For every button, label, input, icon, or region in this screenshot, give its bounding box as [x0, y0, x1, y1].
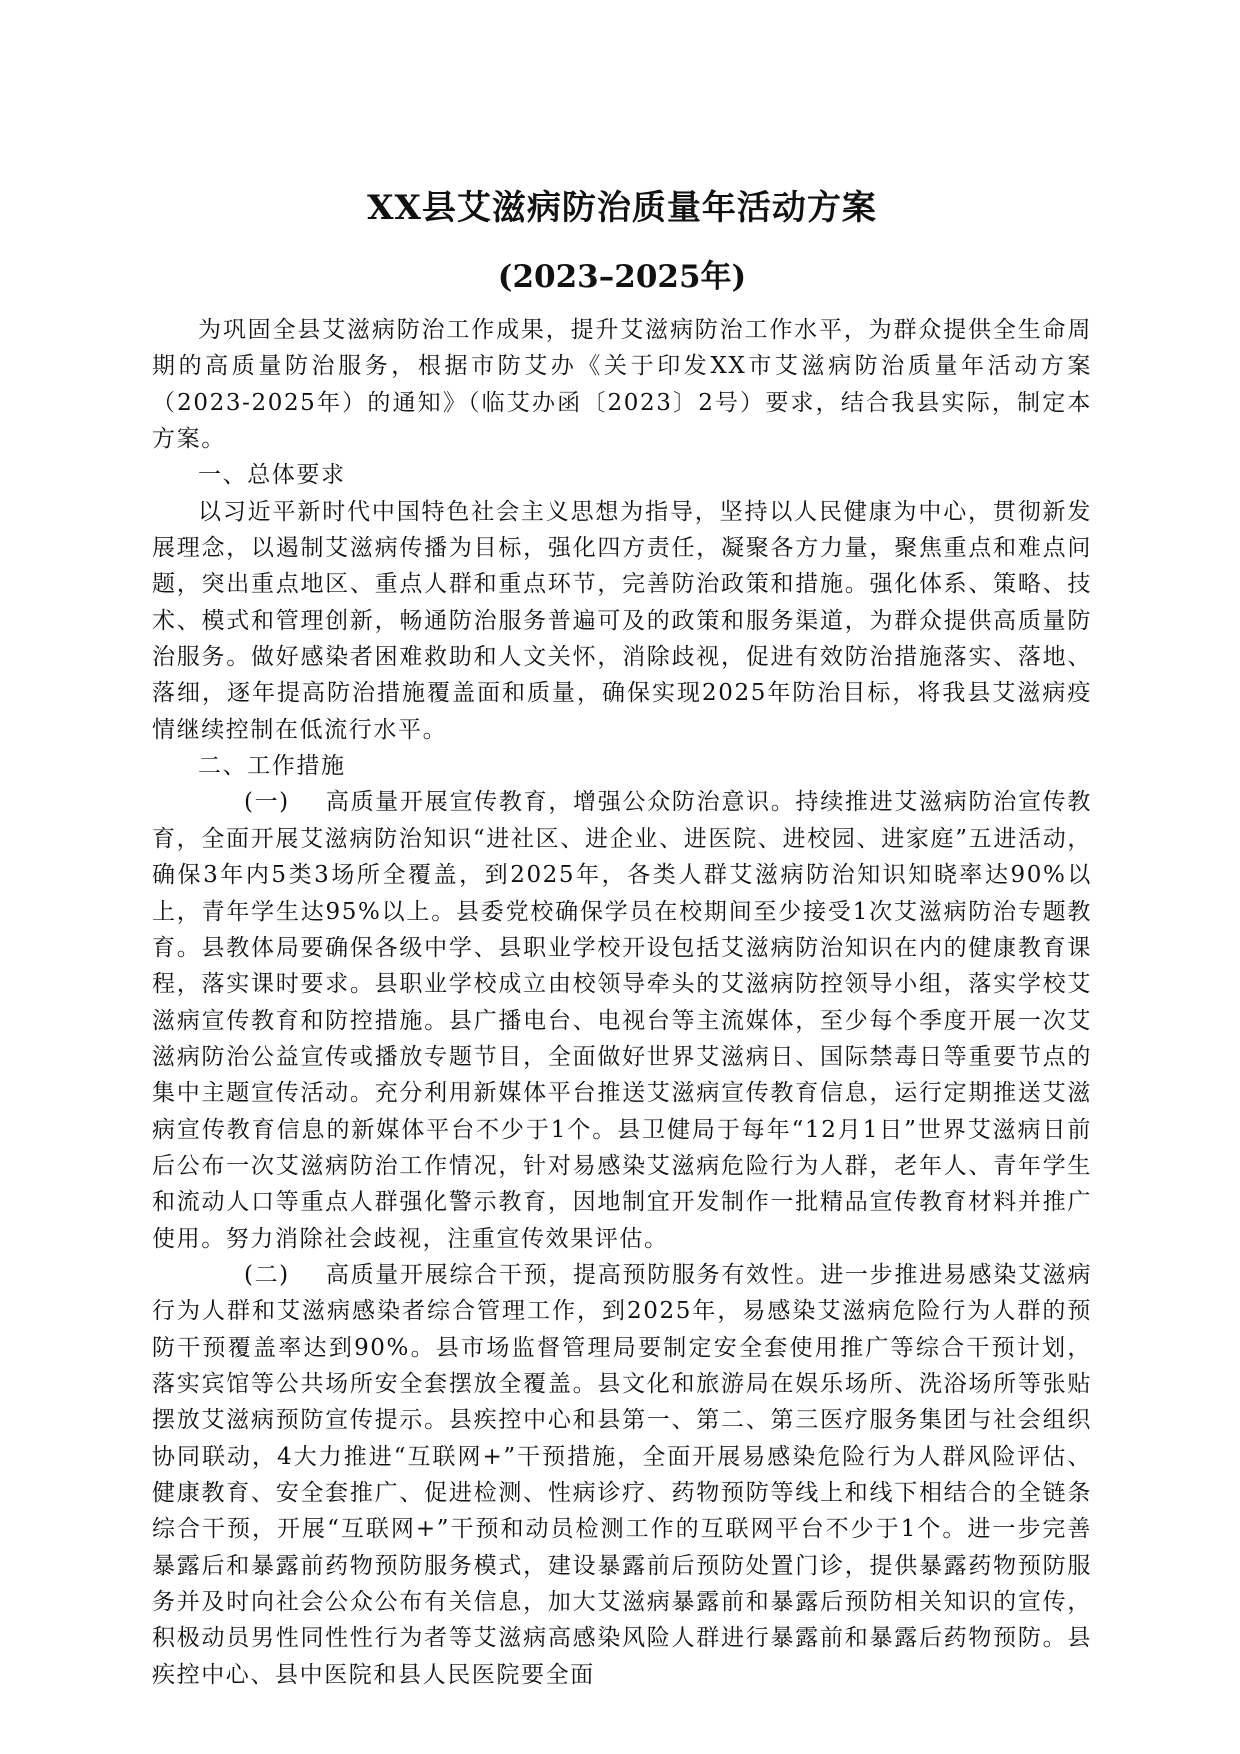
measure-paragraph-1: [152, 784, 1092, 1256]
measure-number-2: (二): [244, 1261, 290, 1288]
document-body: [152, 312, 1092, 1693]
measure-text-2: 高质量开展综合干预，提高预防服务有效性。进一步推进易感染艾滋病行为人群和艾滋病感染者综合管理工作，到2025年，易感染艾滋病危险行为人群的预防干预覆盖率达到90%。县市场监督管理局要制定安全套使用推广等综合干预计划，落实宾馆等公共场所安全套摆放全覆盖。县文化和旅游局在娱乐场所、洗浴场所等张贴摆放艾滋病预防宣传提示。县疾控中心和县第一、第二、第三医疗服务集团与社会组织协同联动，4大力推进“互联网+”干预措施，全面开展易感染危险行为人群风险评估、健康教育、安全套推广、促进检测、性病诊疗、药物预防等线上和线下相结合的全链条综合干预，开展“互联网+”干预和动员检测工作的互联网平台不少于1个。进一步完善暴露后和暴露前药物预防服务模式，建设暴露前后预防处置门诊，提供暴露药物预防服务并及时向社会公众公布有关信息，加大艾滋病暴露前和暴露后预防相关知识的宣传，积极动员男性同性性行为者等艾滋病高感染风险人群进行暴露前和暴露后药物预防。县疾控中心、县中医院和县人民医院要全面: [152, 1261, 1092, 1688]
document-subtitle: (2023–2025年): [497, 259, 747, 295]
general-requirements-paragraph: 以习近平新时代中国特色社会主义思想为指导，坚持以人民健康为中心，贯彻新发展理念，以遏制艾滋病传播为目标，强化四方责任，凝聚各方力量，聚焦重点和难点问题，突出重点地区、重点人群和重点环节，完善防治政策和措施。强化体系、策略、技术、模式和管理创新，畅通防治服务普遍可及的政策和服务渠道，为群众提供高质量防治服务。做好感染者困难救助和人文关怀，消除歧视，促进有效防治措施落实、落地、落细，逐年提高防治措施覆盖面和质量，确保实现2025年防治目标，将我县艾滋病疫情继续控制在低流行水平。: [152, 498, 1092, 743]
document-title: XX县艾滋病防治质量年活动方案: [367, 188, 877, 228]
section-heading-general-requirements: 一、总体要求: [198, 462, 346, 489]
document-page: [152, 186, 1092, 1693]
measure-paragraph-2: [152, 1257, 1092, 1693]
measure-text-1: 高质量开展宣传教育，增强公众防治意识。持续推进艾滋病防治宣传教育，全面开展艾滋病防治知识“进社区、进企业、进医院、进校园、进家庭”五进活动，确保3年内5类3场所全覆盖，到2025年，各类人群艾滋病防治知识知晓率达90%以上，青年学生达95%以上。县委党校确保学员在校期间至少接受1次艾滋病防治专题教育。县教体局要确保各级中学、县职业学校开设包括艾滋病防治知识在内的健康教育课程，落实课时要求。县职业学校成立由校领导牵头的艾滋病防控领导小组，落实学校艾滋病宣传教育和防控措施。县广播电台、电视台等主流媒体，至少每个季度开展一次艾滋病防治公益宣传或播放专题节目，全面做好世界艾滋病日、国际禁毒日等重要节点的集中主题宣传活动。充分利用新媒体平台推送艾滋病宣传教育信息，运行定期推送艾滋病宣传教育信息的新媒体平台不少于1个。县卫健局于每年“12月1日”世界艾滋病日前后公布一次艾滋病防治工作情况，针对易感染艾滋病危险行为人群，老年人、青年学生和流动人口等重点人群强化警示教育，因地制宜开发制作一批精品宣传教育材料并推广使用。努力消除社会歧视，注重宣传效果评估。: [152, 789, 1092, 1252]
section-heading-work-measures: 二、工作措施: [198, 753, 346, 780]
intro-paragraph: 为巩固全县艾滋病防治工作成果，提升艾滋病防治工作水平，为群众提供全生命周期的高质量防治服务，根据市防艾办《关于印发XX市艾滋病防治质量年活动方案（2023-2025年）的通知》（临艾办函〔2023〕2号）要求，结合我县实际，制定本方案。: [152, 317, 1092, 453]
measure-number-1: (一): [244, 789, 290, 816]
